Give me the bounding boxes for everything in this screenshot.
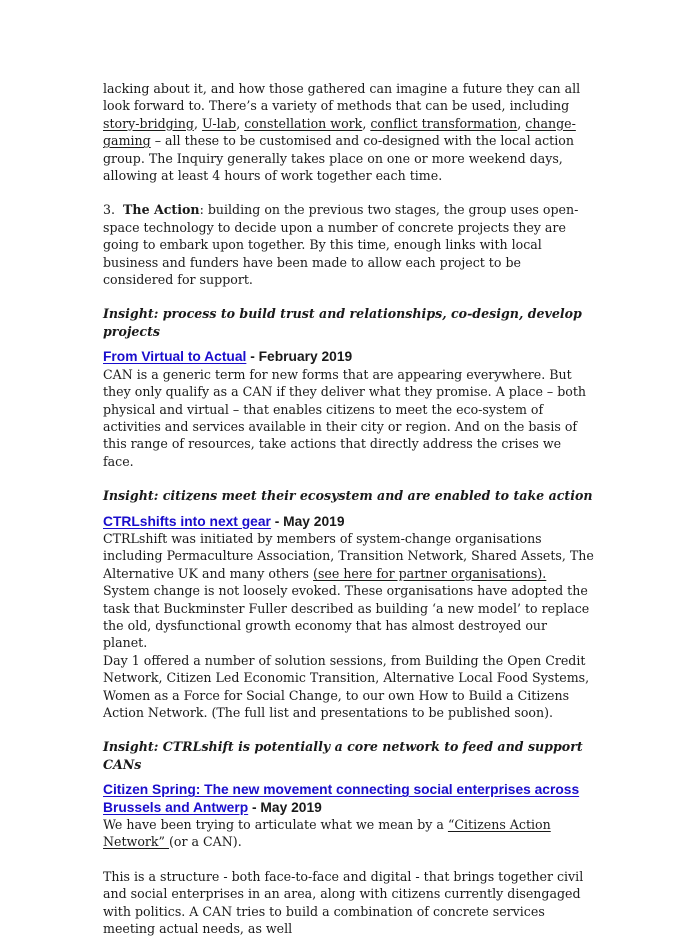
insight-ecosystem: Insight: citizens meet their ecosystem and are enabled to take action xyxy=(103,488,593,504)
citizen-spring-text: We have been trying to articulate what we mean by a xyxy=(103,817,448,833)
partner-organisations-link[interactable]: (see here for partner organisations). xyxy=(313,565,547,581)
ctrlshift-paragraph-2: System change is not loosely evoked. These organisations have adopted the task that Buckminster Fuller described as building ‘a new model’ to replace the old, dysfunctional growth economy that has almost destroyed our planet. xyxy=(103,583,590,651)
spacer xyxy=(103,288,595,305)
spacer xyxy=(103,773,595,781)
ctrlshift-paragraph-1 xyxy=(103,530,595,582)
citizen-spring-paragraph-2: This is a structure - both face-to-face and digital - that brings together civil and social enterprises in an area, along with citizens currently disengaged with politics. A CAN tries to build a combination of concrete services meeting actual needs, as well xyxy=(103,868,584,937)
section-heading-ctrlshift xyxy=(103,513,595,530)
citizens-action-network-link[interactable]: “Citizens Action Network” xyxy=(103,817,551,850)
separator-text: , xyxy=(236,115,245,131)
section-date: - May 2019 xyxy=(248,799,322,815)
separator-text: , xyxy=(362,115,371,131)
constellation-work-link[interactable]: constellation work xyxy=(244,115,363,131)
citizen-spring-paragraph-1 xyxy=(103,816,595,851)
story-bridging-link[interactable]: story-bridging xyxy=(103,115,194,131)
spacer xyxy=(103,340,595,348)
from-virtual-to-actual-link[interactable]: From Virtual to Actual xyxy=(103,349,247,365)
u-lab-link[interactable]: U-lab xyxy=(201,115,237,131)
section-heading-citizen-spring xyxy=(103,781,595,816)
item-number: 3. xyxy=(103,202,116,218)
action-paragraph xyxy=(103,201,595,288)
spacer xyxy=(103,851,595,868)
ctrlshifts-next-gear-link[interactable]: CTRLshifts into next gear xyxy=(103,513,271,529)
inquiry-text: lacking about it, and how those gathered can imagine a future they can all look forward to. There’s a variety of methods that can be used, including xyxy=(103,81,581,114)
ctrlshift-text: CTRLshift was initiated by members of system-change organisations including Permaculture Association, Transition Network, Shared Assets, The Alternative UK and many others xyxy=(103,530,594,581)
section-date: - February 2019 xyxy=(246,349,353,365)
insight-trust: Insight: process to build trust and relationships, co-design, develop projects xyxy=(103,306,582,339)
citizen-spring-link[interactable]: Citizen Spring: The new movement connecting social enterprises across Brussels and Antwerp xyxy=(103,782,580,815)
separator-text: , xyxy=(193,115,202,131)
ctrlshift-paragraph-3: Day 1 offered a number of solution sessions, from Building the Open Credit Network, Citizen Led Economic Transition, Alternative Local Food Systems, Women as a Force for Social Change, to our own How to Build a Citizens Action Network. (The full list and presentations to be published soon). xyxy=(103,652,590,720)
inquiry-text-end: – all these to be customised and co-designed with the local action group. The Inquiry generally takes place on one or more weekend days, allowing at least 4 hours of work together each time. xyxy=(103,133,574,184)
insight-core-network: Insight: CTRLshift is potentially a core network to feed and support CANs xyxy=(103,739,583,772)
change-gaming-link[interactable]: change-gaming xyxy=(103,115,576,149)
separator-text: , xyxy=(517,115,526,131)
citizen-spring-text-end: (or a CAN). xyxy=(169,834,242,850)
conflict-transformation-link[interactable]: conflict transformation xyxy=(370,115,518,131)
spacer xyxy=(103,505,595,513)
section-heading-virtual-to-actual xyxy=(103,348,595,365)
section-body-virtual-to-actual: CAN is a generic term for new forms that are appearing everywhere. But they only qualify as a CAN if they deliver what they promise. A place – both physical and virtual – that enables citizens to meet the eco-system of activities and services available in their city or region. And on the basis of this range of resources, take actions that directly address the crises we face. xyxy=(103,366,587,469)
inquiry-paragraph xyxy=(103,80,595,184)
spacer xyxy=(103,470,595,487)
spacer xyxy=(103,721,595,738)
action-text: : building on the previous two stages, the group uses open-space technology to decide upon a number of concrete projects they are going to embark upon together. By this time, enough links with local business and funders have been made to allow each project to be considered for support. xyxy=(103,202,579,288)
section-date: - May 2019 xyxy=(270,513,345,529)
action-title: The Action xyxy=(123,202,200,218)
spacer xyxy=(103,184,595,201)
